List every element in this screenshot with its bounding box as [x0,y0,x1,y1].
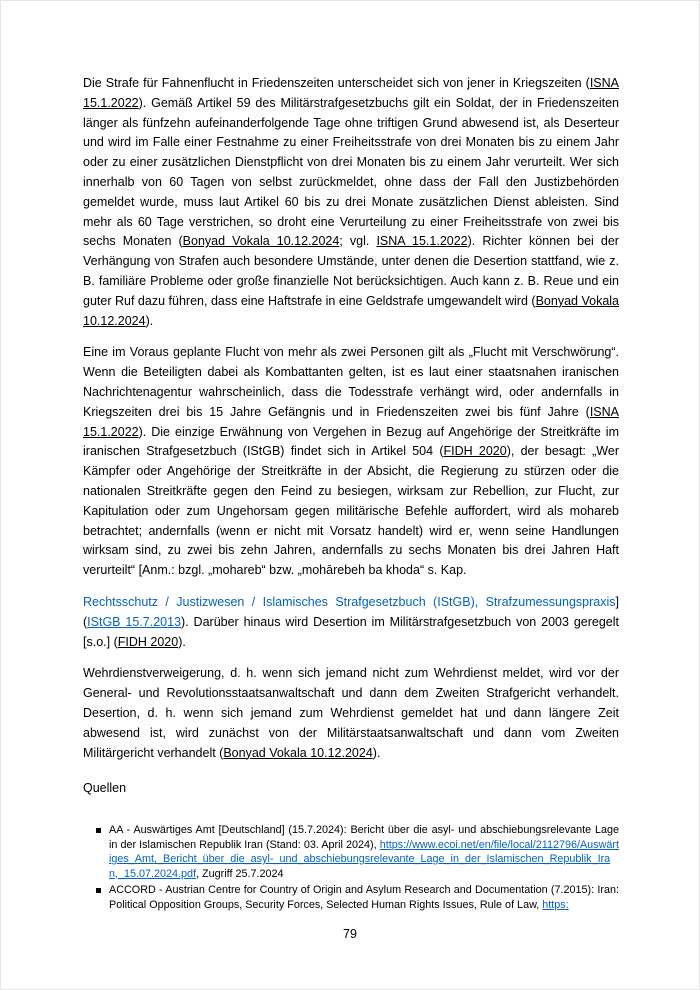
paragraph-desertion-penalties [83,74,619,331]
citation-link[interactable]: ISNA 15.1.2022 [83,404,619,439]
text-segment: ), der besagt: „Wer Kämpfer oder Angehörige der Streitkräfte in der Absicht, die Regierung zu stürzen oder die nationalen Streitkräfte gegen den Feind zu besiegen, wirksam zur Rebellion, zur Flucht, zur Kapitulation oder zum Ungehorsam gegen militärische Befehle auffordert, wird als mohareb betrachtet; andernfalls (wenn er nicht mit Vorsatz handelt) wird er, wenn seine Handlungen wirksam sind, zu zwei bis zehn Jahren, andernfalls zu sechs Monaten bis drei Jahren Haft verurteilt“ [Anm.: bzgl. „mohareb“ bzw. „mohārebeh ba khoda“ s. Kap. [83,444,619,578]
source-text [109,823,619,881]
text-segment: ). Gemäß Artikel 59 des Militärstrafgesetzbuchs gilt ein Soldat, der in Friedenszeiten länger als fünfzehn aufeinanderfolgende Tage ohne triftigen Grund abwesend ist, als Deserteur und wird im Falle einer Festnahme zu einer Freiheitsstrafe von drei Monaten bis zu einem Jahr oder zu einer zusätzlichen Dienstpflicht von drei Monaten bis zu einem Jahr verurteilt. Wer sich innerhalb von 60 Tagen von selbst zurückmeldet, ohne dass der Fall den Justizbehörden gemeldet wurde, muss laut Artikel 60 bis zu drei Monate zusätzlichen Dienst ableisten. Sind mehr als 60 Tage verstrichen, so droht eine Verurteilung zu einer Freiheitsstrafe von zwei bis sechs Monaten ( [83,95,619,249]
text-segment: , Zugriff 25.7.2024 [196,867,284,880]
text-segment: ). [178,634,186,649]
citation-link[interactable]: FIDH 2020 [117,634,179,649]
hyperlink[interactable]: https: [542,898,569,911]
page-number: 79 [343,927,357,941]
text-segment: ). Richter können bei der Verhängung von Strafen auch besondere Umstände, unter denen die Desertion stattfand, wie z. B. familiäre Probleme oder große finanzielle Not berücksichtigen. Auch kann z. B. Reue und ein guter Ruf dazu führen, dass eine Haftstrafe in eine Geldstrafe umgewandelt wird ( [83,234,619,308]
paragraph-istgb-chapter-reference [83,593,619,652]
text-segment: ; vgl. [339,234,377,249]
text-segment: AA - Auswärtiges Amt [Deutschland] (15.7.2024): Bericht über die asyl- und abschiebungsrelevante Lage in der Islamischen Republik Iran (Stand: 03. April 2024), [109,824,619,851]
source-text [109,883,619,912]
paragraph-wehrdienstverweigerung [83,664,619,763]
citation-link[interactable]: Bonyad Vokala 10.12.2024 [223,745,373,760]
bullet-square-icon [96,828,101,833]
bullet-square-icon [96,888,101,893]
paragraph-flight-with-conspiracy [83,343,619,581]
citation-link[interactable]: Bonyad Vokala 10.12.2024 [182,234,340,249]
sources-list [83,823,619,912]
page-content [1,1,699,912]
citation-link[interactable]: ISNA 15.1.2022 [376,234,468,249]
sources-heading: Quellen [83,781,127,796]
source-item-accord [83,883,619,912]
text-segment: ] ( [83,594,619,629]
hyperlink[interactable]: IStGB 15.7.2013 [87,614,182,629]
hyperlink[interactable]: https://www.ecoi.net/en/file/local/2112796/Auswärtiges_Amt,_Bericht_über_die_asyl-_und_abschiebungsrelevante_Lage_in_der_Islamischen_Republik_Iran,_15.07.2024.pdf [109,838,619,880]
hyperlink[interactable]: Rechtsschutz / Justizwesen / Islamisches Strafgesetzbuch (IStGB), Strafzumessungspraxis [83,594,616,609]
citation-link[interactable]: ISNA 15.1.2022 [83,76,619,110]
text-segment: ). [145,313,154,328]
source-item-aa [83,823,619,881]
text-segment: Die Strafe für Fahnenflucht in Friedenszeiten unterscheidet sich von jener in Kriegszeiten ( [83,76,590,90]
text-segment: ). Darüber hinaus wird Desertion im Militärstrafgesetzbuch von 2003 geregelt [s.o.] ( [83,614,620,649]
citation-link[interactable]: FIDH 2020 [443,444,507,459]
text-segment: ACCORD - Austrian Centre for Country of Origin and Asylum Research and Documentation (7.2015): Iran: Political Opposition Groups, Security Forces, Selected Human Rights Issues, Rule of Law, [109,884,619,911]
text-segment: ). Die einzige Erwähnung von Vergehen in Bezug auf Angehörige der Streitkräfte im iranischen Strafgesetzbuch (IStGB) findet sich in Artikel 504 ( [83,424,619,459]
text-segment: Wehrdienstverweigerung, d. h. wenn sich jemand nicht zum Wehrdienst meldet, wird vor der General- und Revolutionsstaatsanwaltschaft und dann dem Zweiten Strafgericht verhandelt. Desertion, d. h. wenn sich jemand zum Wehrdienst gemeldet hat und dann längere Zeit abwesend ist, wird zunächst von der Militärstaatsanwaltschaft und dann vom Zweiten Militärgericht verhandelt ( [83,666,619,760]
citation-link[interactable]: Bonyad Vokala 10.12.2024 [83,293,619,328]
text-segment: Eine im Voraus geplante Flucht von mehr als zwei Personen gilt als „Flucht mit Verschwörung“. Wenn die Beteiligten dabei als Kombattanten gelten, ist es laut einer staatsnahen iranischen Nachrichtenagentur wahrscheinlich, dass die Todesstrafe verhängt wird, oder andernfalls in Kriegszeiten drei bis 15 Jahre Gefängnis und in Friedenszeiten zwei bis fünf Jahre ( [83,345,619,419]
text-segment: ). [372,745,381,760]
